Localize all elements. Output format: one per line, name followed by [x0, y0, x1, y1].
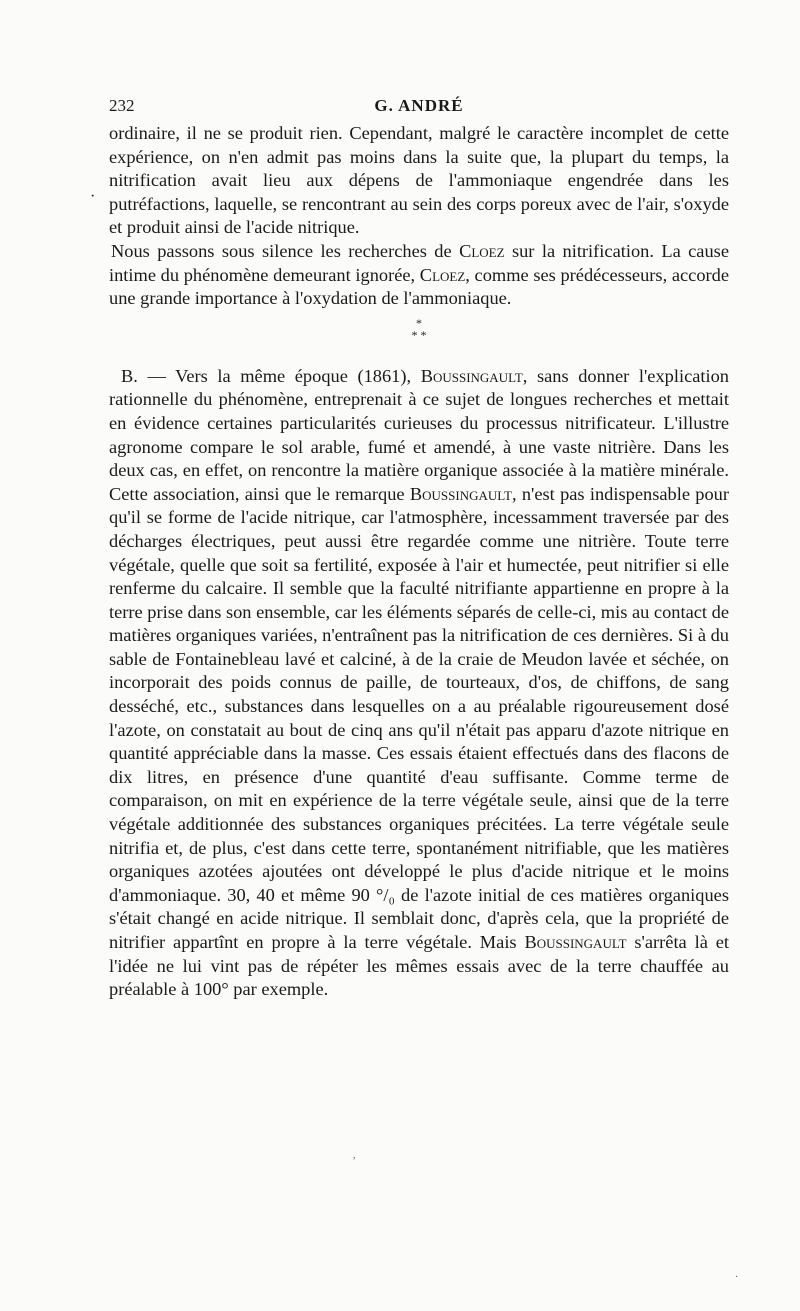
paragraph-2-text-a: Nous passons sous silence les recherches de	[111, 240, 460, 261]
author-name-cloez: Cloez	[459, 240, 505, 261]
author-name-cloez: Cloez	[419, 264, 466, 285]
asterisk-top: *	[416, 315, 422, 330]
paragraph-3-text-b: , sans donner l'explication rationnelle du phénomène, entreprenait à ce sujet de longues recherches et mettait en évidence certaines particularités curieuses du processus nitrificateur. L'illustre agronome compare le sol arable, fumé et amendé, à une vaste nitrière. Dans les deux cas, en effet, on rencontre la matière organique associée à la matière minérale. Cette association, ainsi que le remarque	[109, 365, 730, 504]
paragraph-1: ordinaire, il ne se produit rien. Cependant, malgré le caractère incomplet de cette expérience, on n'en admit pas moins dans la suite que, la plupart du temps, la nitrification avait lieu aux dépens de l'ammoniaque engendrée dans les putréfactions, laquelle, se rencontrant au sein des corps poreux avec de l'air, s'oxyde et produit ainsi de l'acide nitrique.	[109, 123, 729, 238]
paper-speck: ,	[353, 1150, 356, 1161]
margin-dot: ·	[90, 188, 96, 205]
author-name-boussingault: Boussingault	[524, 932, 627, 952]
section-separator	[109, 317, 729, 341]
author-name-boussingault: Boussingault	[409, 483, 512, 504]
page-header	[109, 96, 729, 122]
paragraph-3-text-d: s'arrêta là et l'idée ne lui vint pas de répéter les mêmes essais avec de la terre chauffée au préalable à 100° par exemple.	[109, 932, 729, 1000]
paragraph-2-text-b: sur la nitrification. La cause intime du phénomène demeurant ignorée,	[109, 240, 729, 285]
paragraph-3-text-c: , n'est pas indispensable pour qu'il se forme de l'acide nitrique, car l'atmosphère, incessamment traversée par des décharges électriques, peut aussi être regardée comme une nitrière. Toute terre végétale, quelle que soit sa fertilité, exposée à l'air et humectée, peut nitrifier si elle renferme du calcaire. Il semble que la faculté nitrifiante appartienne en propre à la terre prise dans son ensemble, car les éléments séparés de celle-ci, mis au contact de matières organiques variées, n'entraînent pas la nitrification de ces dernières. Si à du sable de Fontainebleau lavé et calciné, à de la craie de Meudon lavée et séchée, on incorporait des poids connus de paille, de tourteaux, d'os, de chiffons, de sang desséché, etc., substances dans lesquelles on a au préalable rigoureusement dosé l'azote, on constatait au bout de cinq ans qu'il n'était pas apparu d'azote nitrique en quantité appréciable dans la masse. Ces essais étaient effectués dans des flacons de dix litres, en présence d'une quantité d'eau suffisante. Comme terme de comparaison, on mit en expérience de la terre végétale seule, ainsi que de la terre végétale additionnée des substances organiques précitées. La terre végétale seule nitrifia et, de plus, c'est dans cette terre, spontanément nitrifiable, que les matières organiques azotées ajoutées ont développé le plus d'acide nitrique et le moins d'ammoniaque. 30, 40 et même 90 °/₀ de l'azote initial de ces matières organiques s'était changé en acide nitrique. Il semblait donc, d'après cela, que la propriété de nitrifier appartînt en propre à la terre végétale. Mais	[109, 483, 729, 952]
author-name-boussingault: Boussingault	[420, 365, 523, 386]
paragraph-2-text-c: , comme ses prédécesseurs, accorde une grande importance à l'oxydation de l'ammoniaque.	[109, 264, 729, 309]
paragraph-3-text-a: B. — Vers la même époque (1861),	[121, 365, 421, 386]
paper-speck: ·	[735, 1272, 739, 1283]
asterisk-bottom: * *	[411, 327, 427, 342]
paragraph-2	[109, 240, 729, 311]
paragraph-3	[109, 365, 729, 1002]
page-number: 232	[109, 96, 135, 115]
running-head: G. ANDRÉ	[374, 96, 464, 115]
page	[109, 96, 729, 1002]
